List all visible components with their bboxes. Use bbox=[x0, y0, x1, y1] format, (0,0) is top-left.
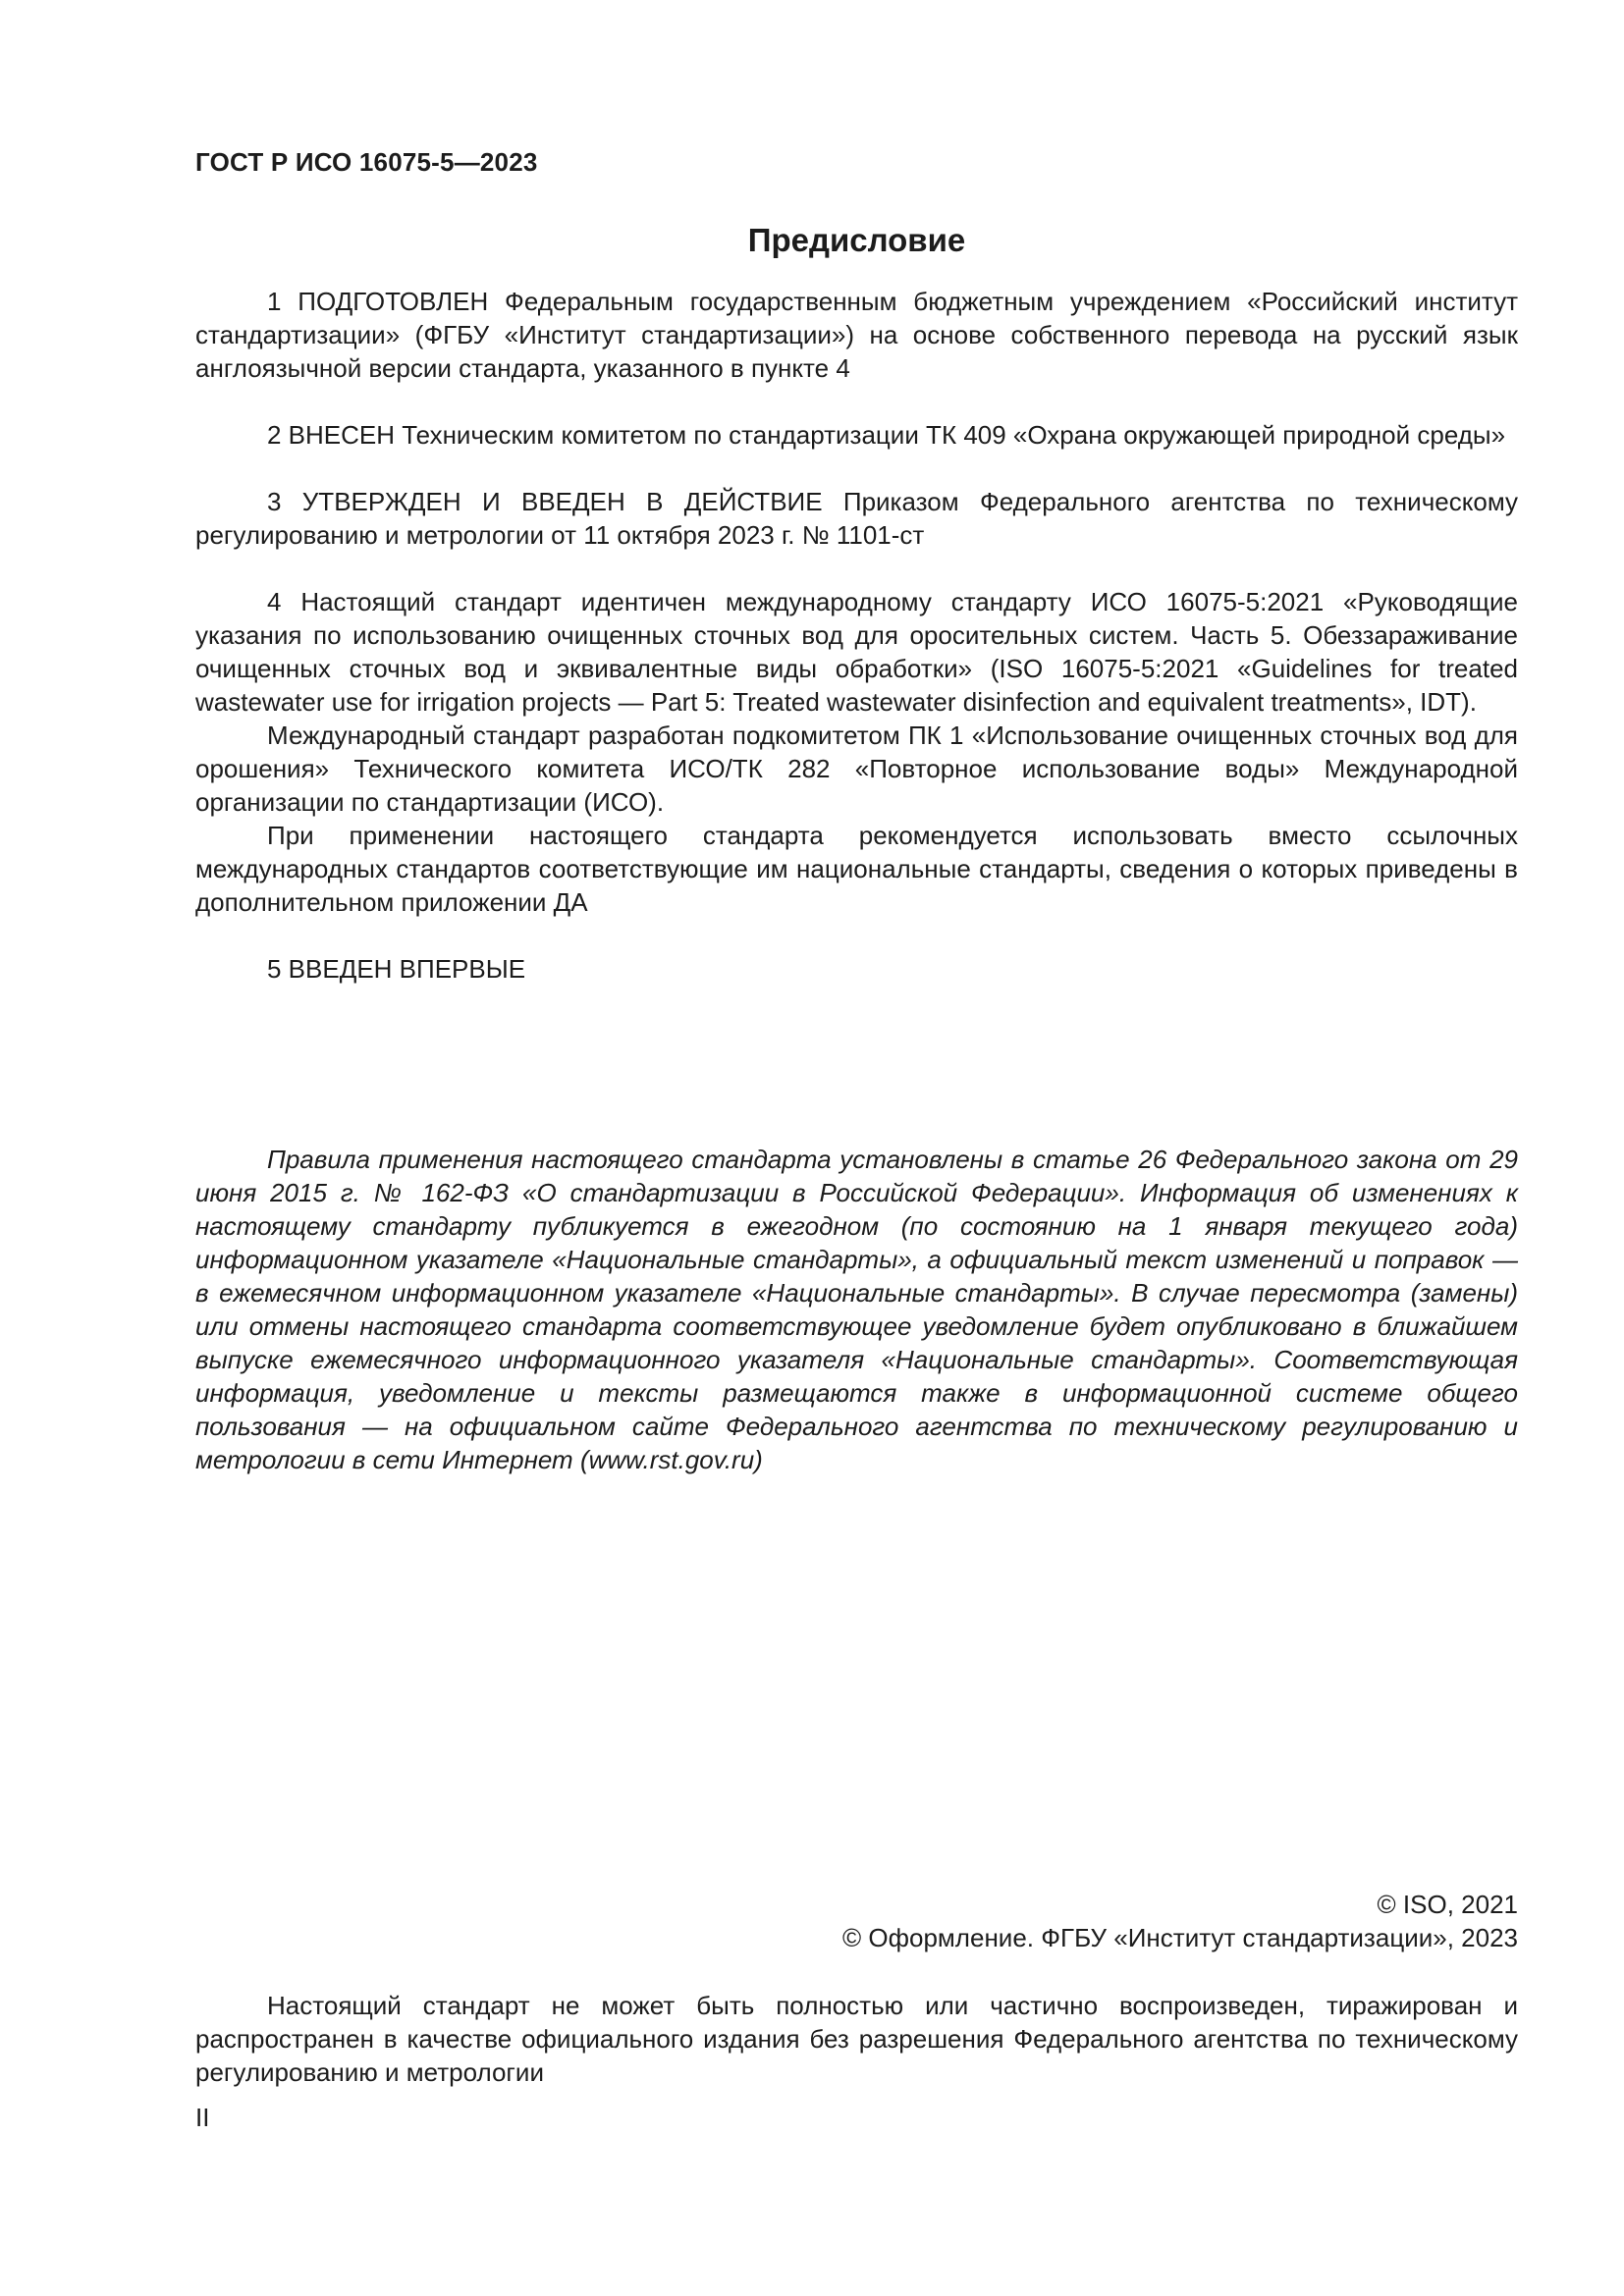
reproduction-notice: Настоящий стандарт не может быть полностью или частично воспроизведен, тиражирован и распространен в качестве официального издания без разрешения Федерального агентства по техническому регулированию и метрологии bbox=[195, 1991, 1518, 2087]
foreword-item-3: 3 УТВЕРЖДЕН И ВВЕДЕН В ДЕЙСТВИЕ Приказом Федерального агентства по техническому регулированию и метрологии от 11 октября 2023 г. № 1101-ст bbox=[195, 487, 1518, 550]
foreword-item-4: 4 Настоящий стандарт идентичен международному стандарту ИСО 16075-5:2021 «Руководящие указания по использованию очищенных сточных вод для оросительных систем. Часть 5. Обеззараживание очищенных сточных вод и эквивалентные виды обработки» (ISO 16075-5:2021 «Guidelines for treated wastewater use for irrigation projects — Part 5: Treated wastewater disinfection and equivalent treatments», IDT). bbox=[195, 587, 1518, 717]
page-number: II bbox=[195, 2103, 210, 2132]
document-code: ГОСТ Р ИСО 16075-5—2023 bbox=[195, 147, 538, 177]
application-rules-notice: Правила применения настоящего стандарта установлены в статье 26 Федерального закона от 29 июня 2015 г. № 162-ФЗ «О стандартизации в Российской Федерации». Информация об изменениях к настоящему стандарту публикуется в ежегодном (по состоянию на 1 января текущего года) информационном указателе «Национальные стандарты», а официальный текст изменений и поправок — в ежемесячном информационном указателе «Национальные стандарты». В случае пересмотра (замены) или отмены настоящего стандарта соответствующее уведомление будет опубликовано в ближайшем выпуске ежемесячного информационного указателя «Национальные стандарты». Соответствующая информация, уведомление и тексты размещаются также в информационной системе общего пользования — на официальном сайте Федерального агентства по техническому регулированию и метрологии в сети Интернет (www.rst.gov.ru) bbox=[195, 1145, 1518, 1474]
foreword-body bbox=[195, 285, 1518, 986]
copyright-block bbox=[842, 1888, 1518, 1954]
foreword-item-4-references: При применении настоящего стандарта рекомендуется использовать вместо ссылочных международных стандартов соответствующие им национальные стандарты, сведения о которых приведены в дополнительном приложении ДА bbox=[195, 821, 1518, 917]
foreword-item-4-subcommittee: Международный стандарт разработан подкомитетом ПК 1 «Использование очищенных сточных вод для орошения» Технического комитета ИСО/ТК 282 «Повторное использование воды» Международной организации по стандартизации (ИСО). bbox=[195, 721, 1518, 817]
document-page bbox=[195, 0, 1518, 2296]
foreword-item-1: 1 ПОДГОТОВЛЕН Федеральным государственным бюджетным учреждением «Российский институт стандартизации» (ФГБУ «Институт стандартизации») на основе собственного перевода на русский язык англоязычной версии стандарта, указанного в пункте 4 bbox=[195, 287, 1518, 383]
foreword-item-2: 2 ВНЕСЕН Техническим комитетом по стандартизации ТК 409 «Охрана окружающей природной среды» bbox=[267, 420, 1506, 450]
foreword-item-5: 5 ВВЕДЕН ВПЕРВЫЕ bbox=[267, 954, 526, 984]
foreword-title: Предисловие bbox=[747, 222, 966, 258]
copyright-design: © Оформление. ФГБУ «Институт стандартизации», 2023 bbox=[842, 1923, 1518, 1952]
copyright-iso: © ISO, 2021 bbox=[1377, 1890, 1518, 1919]
